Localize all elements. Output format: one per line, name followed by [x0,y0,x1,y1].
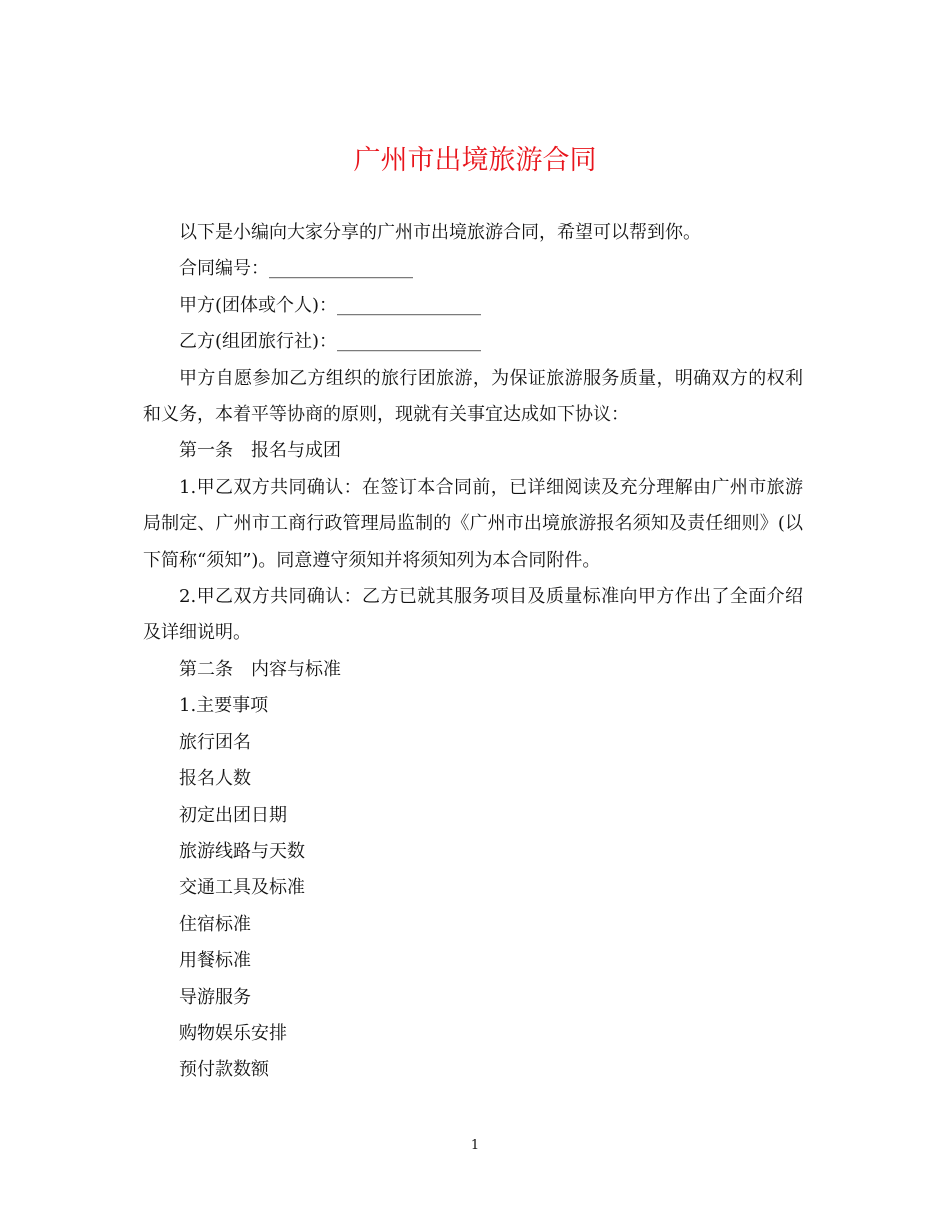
list-item: 购物娱乐安排 [179,1022,287,1044]
list-item: 初定出团日期 [179,804,287,826]
list-item: 用餐标准 [179,950,251,972]
article-2-subheading: 1.主要事项 [179,695,269,717]
list-item: 旅游线路与天数 [179,840,305,862]
article-1-clause-1: 1.甲乙双方共同确认：在签订本合同前，已详细阅读及充分理解由广州市旅游局制定、广州市工商行政管理局监制的《广州市出境旅游报名须知及责任细则》(以下简称“须知”)。同意遵守须知并将须知列为本合同附件。 [143,476,803,571]
list-item: 报名人数 [179,768,251,790]
document-title: 广州市出境旅游合同 [353,145,597,176]
document-body [143,215,803,1089]
party-a-line: 甲方(团体或个人)：________________ [179,294,482,316]
article-2-title: 内容与标准 [251,658,341,680]
list-item: 交通工具及标准 [179,877,305,899]
list-item: 旅行团名 [179,731,251,753]
article-1-number: 第一条 [179,440,233,462]
contract-number-line: 合同编号：________________ [179,258,413,280]
article-1-clause-2: 2.甲乙双方共同确认：乙方已就其服务项目及质量标准向甲方作出了全面介绍及详细说明。 [143,586,803,644]
list-item: 导游服务 [179,986,251,1008]
article-1-title: 报名与成团 [251,440,341,462]
article-1-heading [143,433,803,469]
article-2-heading [143,652,803,688]
list-item: 住宿标准 [179,913,251,935]
list-item: 预付款数额 [179,1059,269,1081]
preamble-paragraph: 甲方自愿参加乙方组织的旅行团旅游，为保证旅游服务质量，明确双方的权利和义务，本着平等协商的原则，现就有关事宜达成如下协议： [143,367,803,426]
page-number: 1 [470,1138,480,1153]
intro-paragraph: 以下是小编向大家分享的广州市出境旅游合同，希望可以帮到你。 [179,222,701,243]
party-b-line: 乙方(组团旅行社)：________________ [179,331,482,353]
article-2-number: 第二条 [179,658,233,680]
